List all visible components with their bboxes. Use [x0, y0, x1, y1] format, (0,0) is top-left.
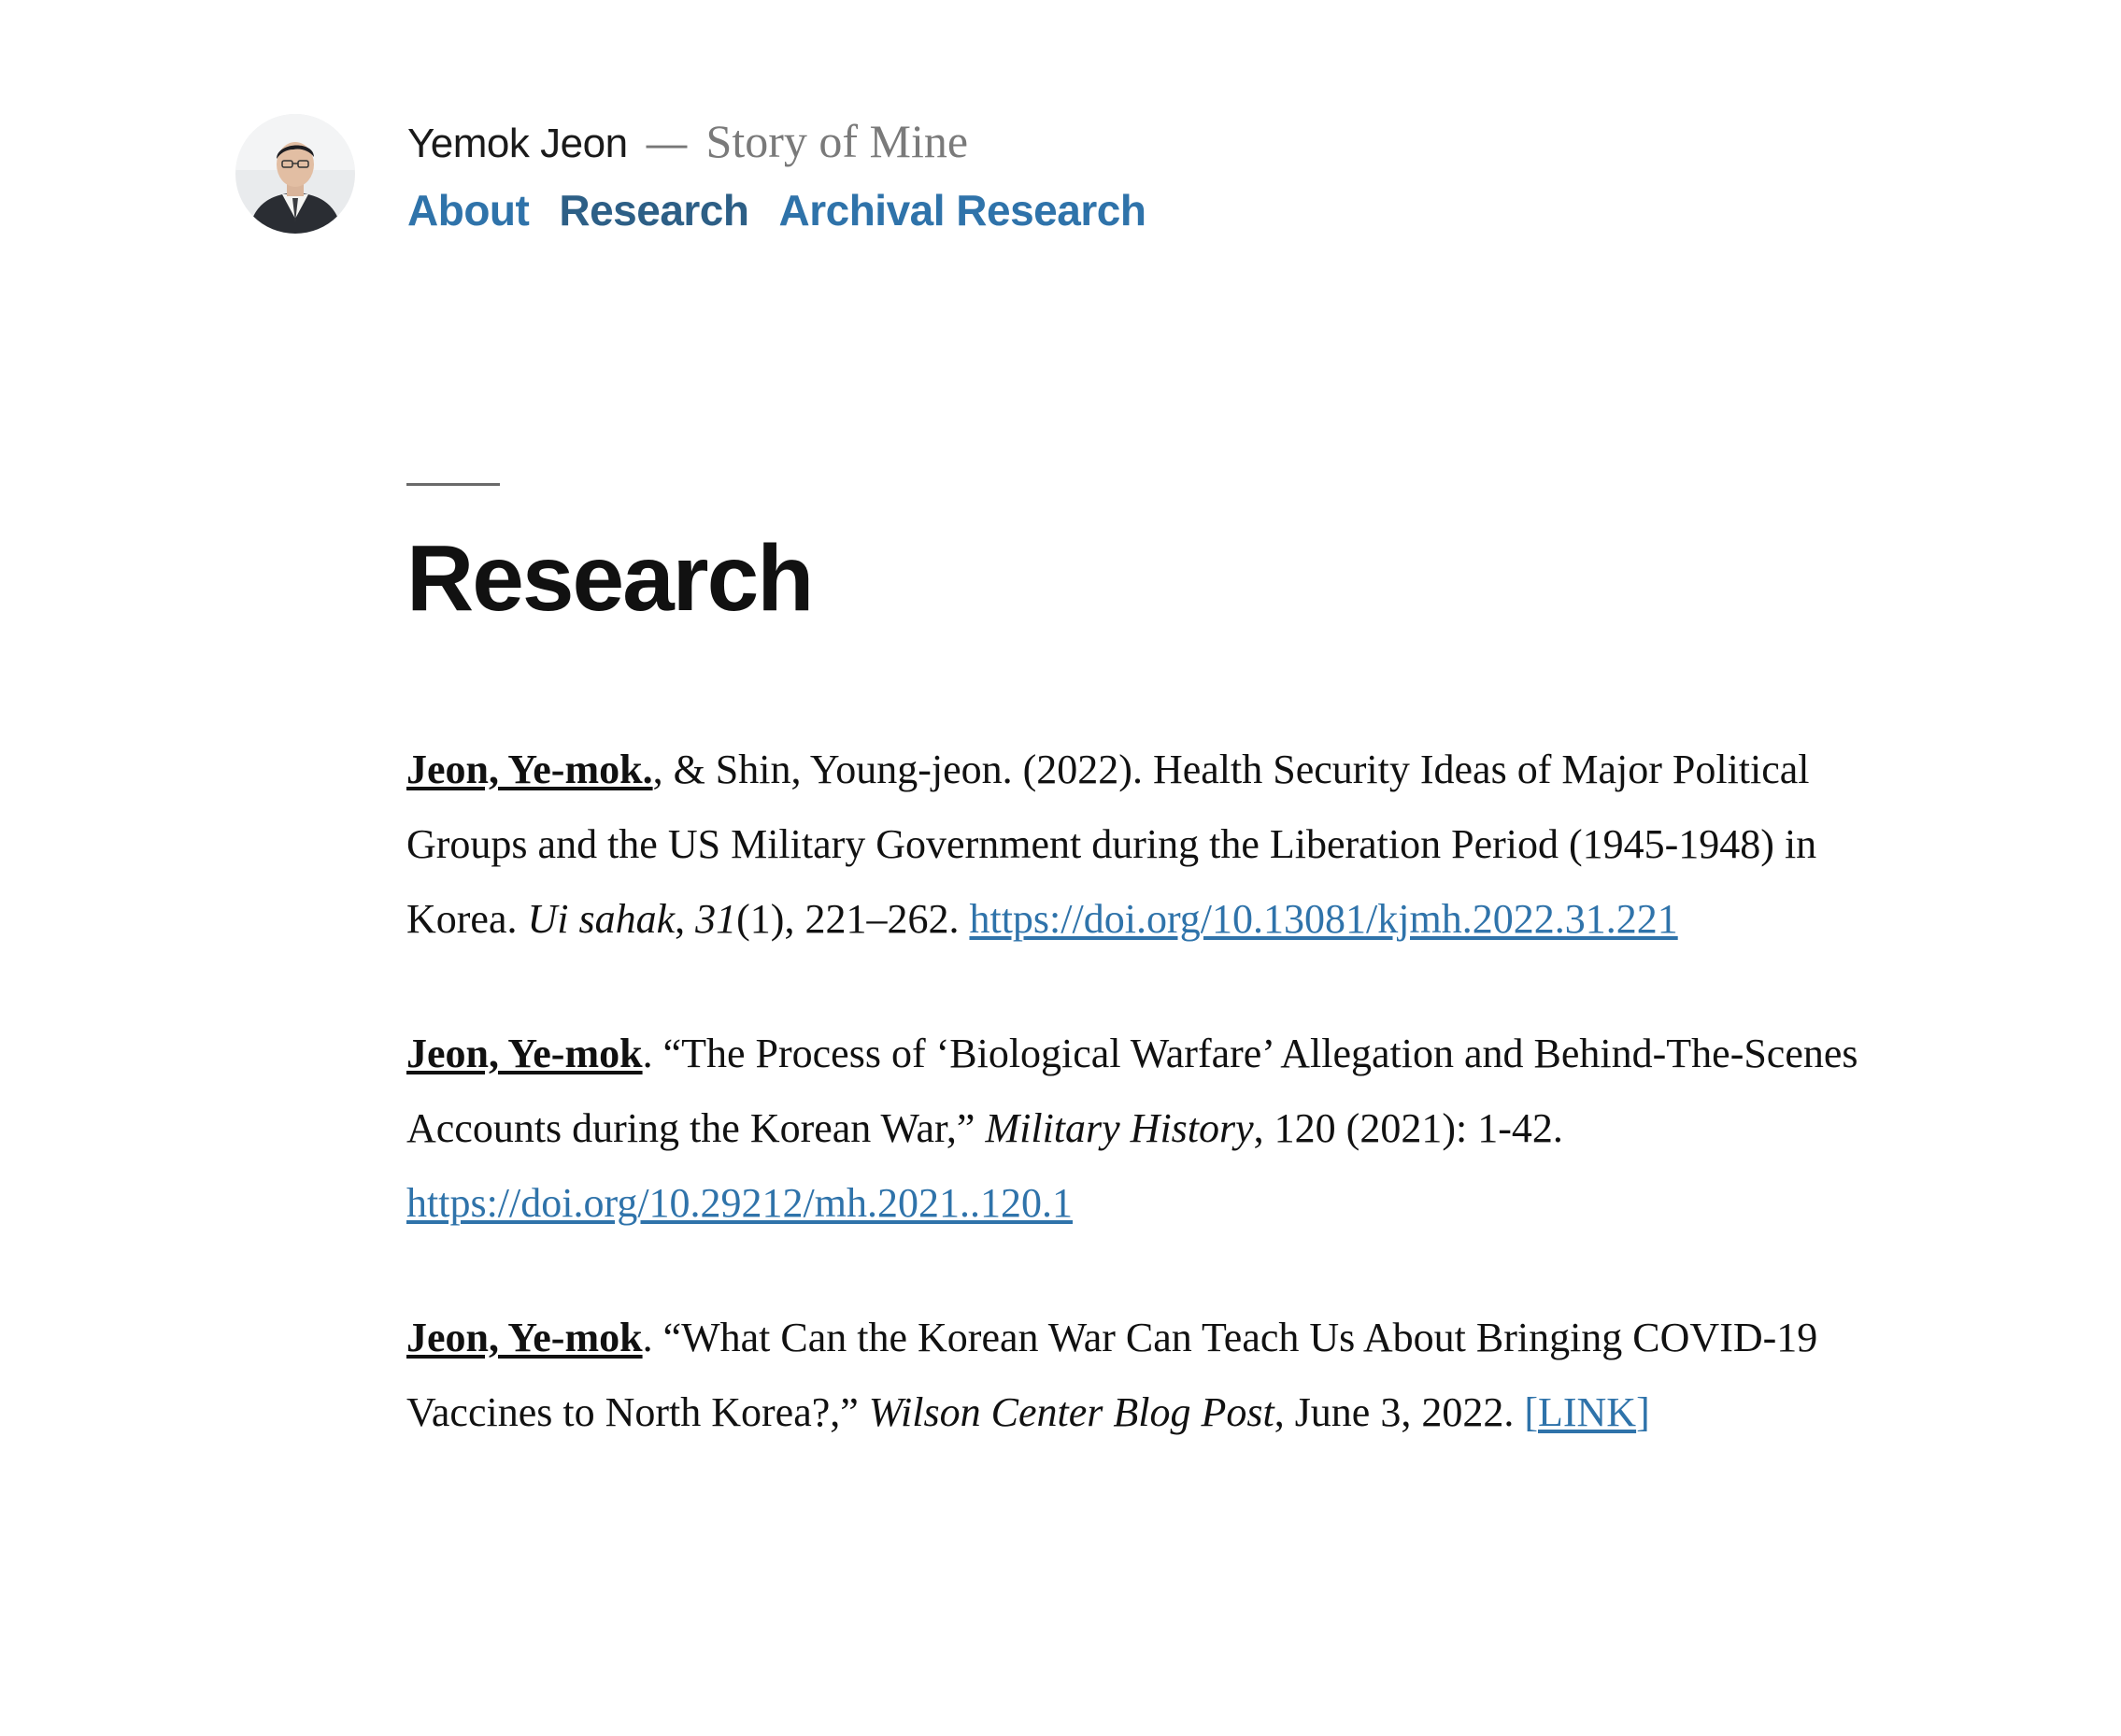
- citation-text: . “What Can the Korean War Can Teach Us About Bringing COVID-19 Vaccines to North Korea?,”: [406, 1315, 1818, 1435]
- citation-separator: ,: [675, 896, 696, 942]
- doi-link[interactable]: https://doi.org/10.29212/mh.2021..120.1: [406, 1180, 1074, 1226]
- citation-text: , & Shin, Young-jeon. (2022). Health Security Ideas of Major Political Groups and the US Military Government during the Liberation Period (1945-1948) in Korea.: [406, 747, 1817, 942]
- journal-volume: 31: [695, 896, 737, 942]
- citation-pages: , 120 (2021): 1-42.: [1253, 1105, 1563, 1151]
- external-link[interactable]: LINK: [1538, 1389, 1637, 1435]
- main-content: [406, 483, 1878, 1510]
- journal-name: Military History: [985, 1105, 1254, 1151]
- title-divider: [406, 483, 500, 486]
- author-name: Jeon, Ye-mok: [406, 1315, 643, 1360]
- citation-text: . “The Process of ‘Biological Warfare’ Allegation and Behind-The-Scenes Accounts during the Korean War,”: [406, 1031, 1858, 1151]
- publication-entry: [406, 733, 1878, 957]
- link-bracket-close: ]: [1636, 1389, 1650, 1435]
- site-branding: [407, 114, 1175, 235]
- publication-name: Wilson Center Blog Post: [868, 1389, 1274, 1435]
- link-bracket-open: [: [1524, 1389, 1538, 1435]
- doi-link[interactable]: https://doi.org/10.13081/kjmh.2022.31.221: [969, 896, 1678, 942]
- citation-pages: (1), 221–262.: [736, 896, 970, 942]
- site-title-line: [407, 114, 1175, 166]
- nav-item-about[interactable]: About: [407, 186, 530, 235]
- author-name: Jeon, Ye-mok.: [406, 747, 653, 792]
- title-separator: —: [646, 121, 688, 166]
- publication-entry: [406, 1017, 1878, 1241]
- publication-list: [406, 733, 1878, 1450]
- site-tagline: Story of Mine: [705, 115, 969, 167]
- nav-item-archival-research[interactable]: Archival Research: [778, 186, 1146, 235]
- page-title: Research: [406, 526, 813, 631]
- author-name: Jeon, Ye-mok: [406, 1031, 643, 1076]
- journal-name: Ui sahak: [527, 896, 676, 942]
- publication-entry: [406, 1301, 1878, 1450]
- avatar[interactable]: [235, 114, 355, 234]
- site-header: [235, 114, 1175, 235]
- avatar-portrait-image: [235, 114, 355, 234]
- site-title[interactable]: Yemok Jeon: [407, 121, 628, 166]
- primary-nav: [407, 185, 1175, 235]
- citation-date: , June 3, 2022.: [1274, 1389, 1525, 1435]
- nav-item-research[interactable]: Research: [559, 186, 749, 235]
